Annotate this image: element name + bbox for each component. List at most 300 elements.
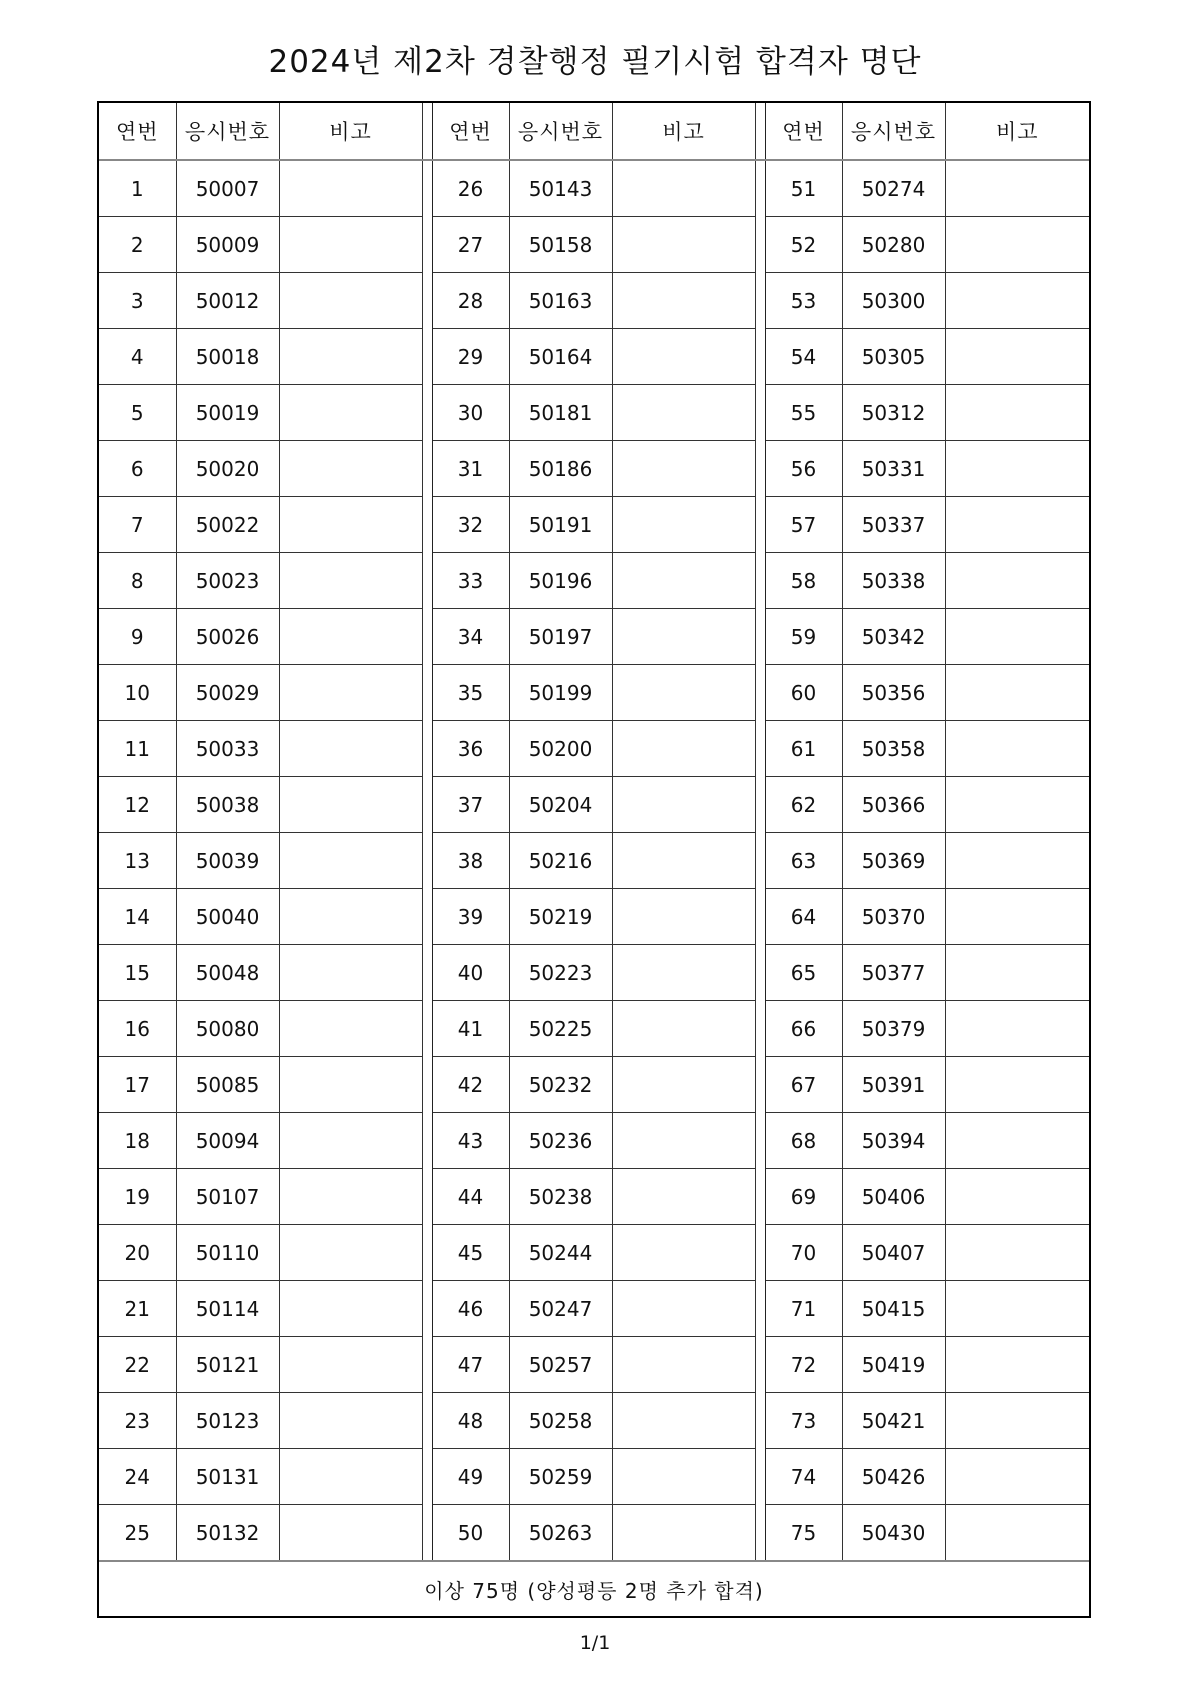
cell-note — [279, 497, 422, 553]
cell-exam-id: 50121 — [176, 1337, 279, 1393]
cell-exam-id: 50164 — [509, 329, 612, 385]
column-group-divider — [422, 1169, 432, 1225]
cell-note — [945, 1337, 1089, 1393]
cell-exam-id: 50022 — [176, 497, 279, 553]
cell-note — [279, 665, 422, 721]
results-table — [99, 103, 1089, 1616]
table-row — [99, 1449, 1089, 1505]
cell-exam-id: 50337 — [842, 497, 945, 553]
cell-note — [945, 1505, 1089, 1562]
page-number: 1/1 — [579, 1632, 611, 1654]
cell-note — [612, 1505, 755, 1562]
column-group-divider — [422, 833, 432, 889]
column-group-divider — [422, 273, 432, 329]
cell-exam-id: 50143 — [509, 160, 612, 217]
table-row — [99, 945, 1089, 1001]
cell-note — [612, 777, 755, 833]
header-no: 연번 — [99, 103, 176, 160]
cell-exam-id: 50247 — [509, 1281, 612, 1337]
column-group-divider — [422, 945, 432, 1001]
cell-note — [279, 833, 422, 889]
cell-no: 1 — [99, 160, 176, 217]
cell-exam-id: 50163 — [509, 273, 612, 329]
cell-note — [945, 217, 1089, 273]
cell-no: 4 — [99, 329, 176, 385]
cell-exam-id: 50019 — [176, 385, 279, 441]
cell-exam-id: 50342 — [842, 609, 945, 665]
cell-exam-id: 50204 — [509, 777, 612, 833]
column-group-divider — [422, 1057, 432, 1113]
cell-note — [945, 553, 1089, 609]
cell-no: 65 — [765, 945, 842, 1001]
cell-no: 61 — [765, 721, 842, 777]
cell-no: 75 — [765, 1505, 842, 1562]
cell-note — [612, 1449, 755, 1505]
cell-note — [945, 160, 1089, 217]
cell-exam-id: 50331 — [842, 441, 945, 497]
cell-exam-id: 50186 — [509, 441, 612, 497]
table-row — [99, 609, 1089, 665]
summary-text: 이상 75명 (양성평등 2명 추가 합격) — [99, 1561, 1089, 1616]
cell-exam-id: 50419 — [842, 1337, 945, 1393]
document-title: 2024년 제2차 경찰행정 필기시험 합격자 명단 — [268, 44, 922, 80]
column-group-divider — [755, 273, 765, 329]
cell-no: 60 — [765, 665, 842, 721]
cell-note — [945, 833, 1089, 889]
column-group-divider — [755, 889, 765, 945]
cell-exam-id: 50007 — [176, 160, 279, 217]
cell-no: 3 — [99, 273, 176, 329]
table-row — [99, 160, 1089, 217]
column-group-divider — [755, 160, 765, 217]
column-group-divider — [755, 609, 765, 665]
column-group-divider — [755, 945, 765, 1001]
table-row — [99, 1281, 1089, 1337]
cell-exam-id: 50225 — [509, 1001, 612, 1057]
cell-no: 45 — [432, 1225, 509, 1281]
column-group-divider — [755, 777, 765, 833]
cell-exam-id: 50018 — [176, 329, 279, 385]
cell-no: 12 — [99, 777, 176, 833]
cell-exam-id: 50039 — [176, 833, 279, 889]
cell-exam-id: 50415 — [842, 1281, 945, 1337]
cell-no: 14 — [99, 889, 176, 945]
table-row — [99, 497, 1089, 553]
cell-no: 17 — [99, 1057, 176, 1113]
cell-note — [612, 1169, 755, 1225]
cell-note — [279, 160, 422, 217]
cell-exam-id: 50223 — [509, 945, 612, 1001]
cell-no: 13 — [99, 833, 176, 889]
header-note: 비고 — [612, 103, 755, 160]
cell-no: 64 — [765, 889, 842, 945]
cell-no: 70 — [765, 1225, 842, 1281]
cell-note — [279, 441, 422, 497]
cell-note — [279, 1113, 422, 1169]
cell-exam-id: 50040 — [176, 889, 279, 945]
cell-exam-id: 50377 — [842, 945, 945, 1001]
cell-exam-id: 50110 — [176, 1225, 279, 1281]
table-row — [99, 1505, 1089, 1562]
cell-exam-id: 50094 — [176, 1113, 279, 1169]
table-row — [99, 665, 1089, 721]
cell-note — [279, 329, 422, 385]
cell-exam-id: 50244 — [509, 1225, 612, 1281]
cell-no: 39 — [432, 889, 509, 945]
column-group-divider — [422, 721, 432, 777]
cell-note — [945, 1001, 1089, 1057]
cell-note — [279, 1505, 422, 1562]
table-body — [99, 160, 1089, 1561]
cell-note — [945, 1225, 1089, 1281]
cell-exam-id: 50356 — [842, 665, 945, 721]
column-group-divider — [422, 777, 432, 833]
cell-no: 49 — [432, 1449, 509, 1505]
column-group-divider — [755, 1225, 765, 1281]
cell-exam-id: 50158 — [509, 217, 612, 273]
cell-exam-id: 50038 — [176, 777, 279, 833]
table-row — [99, 385, 1089, 441]
cell-no: 8 — [99, 553, 176, 609]
column-group-divider — [422, 329, 432, 385]
cell-no: 34 — [432, 609, 509, 665]
cell-exam-id: 50263 — [509, 1505, 612, 1562]
cell-note — [945, 889, 1089, 945]
cell-exam-id: 50033 — [176, 721, 279, 777]
cell-exam-id: 50257 — [509, 1337, 612, 1393]
cell-exam-id: 50114 — [176, 1281, 279, 1337]
cell-note — [612, 1113, 755, 1169]
cell-note — [945, 1393, 1089, 1449]
cell-note — [279, 1337, 422, 1393]
table-row — [99, 1001, 1089, 1057]
cell-exam-id: 50199 — [509, 665, 612, 721]
cell-note — [945, 777, 1089, 833]
cell-note — [279, 217, 422, 273]
column-group-divider — [755, 441, 765, 497]
cell-note — [945, 1169, 1089, 1225]
cell-no: 69 — [765, 1169, 842, 1225]
cell-note — [945, 1113, 1089, 1169]
column-group-divider — [755, 217, 765, 273]
cell-note — [279, 273, 422, 329]
cell-exam-id: 50312 — [842, 385, 945, 441]
cell-no: 23 — [99, 1393, 176, 1449]
cell-no: 56 — [765, 441, 842, 497]
cell-exam-id: 50236 — [509, 1113, 612, 1169]
cell-exam-id: 50259 — [509, 1449, 612, 1505]
cell-note — [945, 665, 1089, 721]
column-group-divider — [755, 1113, 765, 1169]
cell-no: 24 — [99, 1449, 176, 1505]
cell-note — [612, 273, 755, 329]
cell-exam-id: 50132 — [176, 1505, 279, 1562]
table-row — [99, 1113, 1089, 1169]
cell-exam-id: 50280 — [842, 217, 945, 273]
cell-exam-id: 50370 — [842, 889, 945, 945]
cell-exam-id: 50020 — [176, 441, 279, 497]
column-group-divider — [422, 1001, 432, 1057]
cell-no: 35 — [432, 665, 509, 721]
cell-no: 7 — [99, 497, 176, 553]
cell-note — [612, 889, 755, 945]
cell-exam-id: 50026 — [176, 609, 279, 665]
cell-no: 67 — [765, 1057, 842, 1113]
cell-no: 71 — [765, 1281, 842, 1337]
cell-exam-id: 50232 — [509, 1057, 612, 1113]
cell-no: 11 — [99, 721, 176, 777]
column-group-divider — [755, 1169, 765, 1225]
column-group-divider — [422, 1393, 432, 1449]
cell-no: 50 — [432, 1505, 509, 1562]
cell-exam-id: 50274 — [842, 160, 945, 217]
column-group-divider — [755, 103, 765, 160]
header-note: 비고 — [279, 103, 422, 160]
cell-exam-id: 50238 — [509, 1169, 612, 1225]
column-group-divider — [422, 1281, 432, 1337]
cell-note — [945, 945, 1089, 1001]
cell-exam-id: 50012 — [176, 273, 279, 329]
cell-no: 2 — [99, 217, 176, 273]
cell-no: 40 — [432, 945, 509, 1001]
cell-no: 27 — [432, 217, 509, 273]
column-group-divider — [422, 441, 432, 497]
column-group-divider — [755, 1393, 765, 1449]
cell-note — [612, 441, 755, 497]
cell-note — [612, 945, 755, 1001]
cell-no: 28 — [432, 273, 509, 329]
cell-no: 54 — [765, 329, 842, 385]
cell-no: 48 — [432, 1393, 509, 1449]
cell-note — [612, 1337, 755, 1393]
cell-no: 73 — [765, 1393, 842, 1449]
cell-note — [612, 609, 755, 665]
cell-exam-id: 50131 — [176, 1449, 279, 1505]
cell-note — [612, 329, 755, 385]
cell-no: 68 — [765, 1113, 842, 1169]
cell-exam-id: 50085 — [176, 1057, 279, 1113]
cell-no: 19 — [99, 1169, 176, 1225]
column-group-divider — [755, 1505, 765, 1562]
cell-note — [612, 553, 755, 609]
cell-exam-id: 50197 — [509, 609, 612, 665]
table-row — [99, 1169, 1089, 1225]
cell-exam-id: 50258 — [509, 1393, 612, 1449]
column-group-divider — [755, 385, 765, 441]
column-group-divider — [422, 609, 432, 665]
cell-exam-id: 50406 — [842, 1169, 945, 1225]
table-row — [99, 1057, 1089, 1113]
cell-note — [945, 273, 1089, 329]
cell-note — [612, 1393, 755, 1449]
column-group-divider — [755, 1337, 765, 1393]
cell-note — [612, 160, 755, 217]
cell-note — [279, 1449, 422, 1505]
cell-no: 37 — [432, 777, 509, 833]
cell-note — [279, 889, 422, 945]
cell-note — [279, 1281, 422, 1337]
cell-exam-id: 50107 — [176, 1169, 279, 1225]
cell-no: 22 — [99, 1337, 176, 1393]
cell-no: 42 — [432, 1057, 509, 1113]
table-row — [99, 833, 1089, 889]
cell-no: 20 — [99, 1225, 176, 1281]
cell-note — [279, 1169, 422, 1225]
cell-exam-id: 50181 — [509, 385, 612, 441]
cell-no: 26 — [432, 160, 509, 217]
cell-note — [945, 1449, 1089, 1505]
cell-note — [945, 497, 1089, 553]
cell-exam-id: 50366 — [842, 777, 945, 833]
cell-note — [612, 833, 755, 889]
column-group-divider — [422, 1337, 432, 1393]
cell-exam-id: 50407 — [842, 1225, 945, 1281]
column-group-divider — [755, 1057, 765, 1113]
table-footer-row — [99, 1561, 1089, 1616]
cell-no: 31 — [432, 441, 509, 497]
table-row — [99, 1337, 1089, 1393]
header-no: 연번 — [765, 103, 842, 160]
cell-exam-id: 50191 — [509, 497, 612, 553]
column-group-divider — [422, 385, 432, 441]
column-group-divider — [755, 329, 765, 385]
cell-no: 9 — [99, 609, 176, 665]
cell-exam-id: 50009 — [176, 217, 279, 273]
cell-note — [945, 385, 1089, 441]
cell-note — [279, 945, 422, 1001]
table-row — [99, 1225, 1089, 1281]
header-note: 비고 — [945, 103, 1089, 160]
cell-no: 5 — [99, 385, 176, 441]
cell-no: 41 — [432, 1001, 509, 1057]
cell-exam-id: 50305 — [842, 329, 945, 385]
column-group-divider — [755, 665, 765, 721]
cell-exam-id: 50023 — [176, 553, 279, 609]
table-row — [99, 553, 1089, 609]
cell-no: 51 — [765, 160, 842, 217]
cell-no: 53 — [765, 273, 842, 329]
cell-note — [945, 1057, 1089, 1113]
header-exam-id: 응시번호 — [176, 103, 279, 160]
cell-no: 57 — [765, 497, 842, 553]
cell-exam-id: 50048 — [176, 945, 279, 1001]
column-group-divider — [422, 497, 432, 553]
column-group-divider — [755, 497, 765, 553]
cell-exam-id: 50369 — [842, 833, 945, 889]
cell-no: 18 — [99, 1113, 176, 1169]
cell-no: 55 — [765, 385, 842, 441]
cell-exam-id: 50123 — [176, 1393, 279, 1449]
cell-no: 21 — [99, 1281, 176, 1337]
table-header-row — [99, 103, 1089, 160]
cell-exam-id: 50029 — [176, 665, 279, 721]
column-group-divider — [755, 1281, 765, 1337]
table-row — [99, 329, 1089, 385]
header-no: 연번 — [432, 103, 509, 160]
cell-no: 59 — [765, 609, 842, 665]
table-row — [99, 1393, 1089, 1449]
cell-note — [612, 1057, 755, 1113]
cell-no: 58 — [765, 553, 842, 609]
column-group-divider — [422, 103, 432, 160]
table-row — [99, 889, 1089, 945]
table-row — [99, 777, 1089, 833]
cell-no: 15 — [99, 945, 176, 1001]
cell-note — [612, 217, 755, 273]
column-group-divider — [755, 721, 765, 777]
column-group-divider — [422, 1505, 432, 1562]
header-exam-id: 응시번호 — [509, 103, 612, 160]
cell-note — [945, 329, 1089, 385]
cell-exam-id: 50216 — [509, 833, 612, 889]
cell-no: 62 — [765, 777, 842, 833]
table-row — [99, 721, 1089, 777]
cell-note — [279, 1393, 422, 1449]
cell-exam-id: 50421 — [842, 1393, 945, 1449]
column-group-divider — [755, 1449, 765, 1505]
cell-exam-id: 50379 — [842, 1001, 945, 1057]
cell-no: 36 — [432, 721, 509, 777]
cell-note — [279, 1001, 422, 1057]
column-group-divider — [755, 1001, 765, 1057]
cell-no: 30 — [432, 385, 509, 441]
cell-exam-id: 50080 — [176, 1001, 279, 1057]
cell-no: 52 — [765, 217, 842, 273]
column-group-divider — [422, 160, 432, 217]
cell-no: 63 — [765, 833, 842, 889]
cell-note — [279, 1057, 422, 1113]
cell-no: 66 — [765, 1001, 842, 1057]
table-row — [99, 217, 1089, 273]
cell-note — [279, 777, 422, 833]
cell-note — [612, 497, 755, 553]
cell-note — [279, 609, 422, 665]
column-group-divider — [422, 1113, 432, 1169]
column-group-divider — [422, 553, 432, 609]
cell-note — [279, 1225, 422, 1281]
cell-no: 29 — [432, 329, 509, 385]
cell-exam-id: 50300 — [842, 273, 945, 329]
column-group-divider — [422, 1225, 432, 1281]
cell-no: 47 — [432, 1337, 509, 1393]
cell-no: 10 — [99, 665, 176, 721]
cell-note — [612, 665, 755, 721]
cell-note — [279, 721, 422, 777]
cell-note — [279, 385, 422, 441]
cell-exam-id: 50200 — [509, 721, 612, 777]
cell-note — [945, 1281, 1089, 1337]
column-group-divider — [422, 665, 432, 721]
column-group-divider — [755, 833, 765, 889]
cell-no: 32 — [432, 497, 509, 553]
cell-exam-id: 50391 — [842, 1057, 945, 1113]
cell-exam-id: 50394 — [842, 1113, 945, 1169]
column-group-divider — [422, 889, 432, 945]
cell-exam-id: 50219 — [509, 889, 612, 945]
results-table-frame — [97, 101, 1091, 1618]
cell-exam-id: 50338 — [842, 553, 945, 609]
cell-note — [612, 1225, 755, 1281]
cell-no: 43 — [432, 1113, 509, 1169]
cell-note — [279, 553, 422, 609]
cell-exam-id: 50358 — [842, 721, 945, 777]
cell-note — [945, 721, 1089, 777]
cell-no: 44 — [432, 1169, 509, 1225]
cell-no: 74 — [765, 1449, 842, 1505]
cell-exam-id: 50430 — [842, 1505, 945, 1562]
cell-note — [945, 609, 1089, 665]
cell-note — [945, 441, 1089, 497]
